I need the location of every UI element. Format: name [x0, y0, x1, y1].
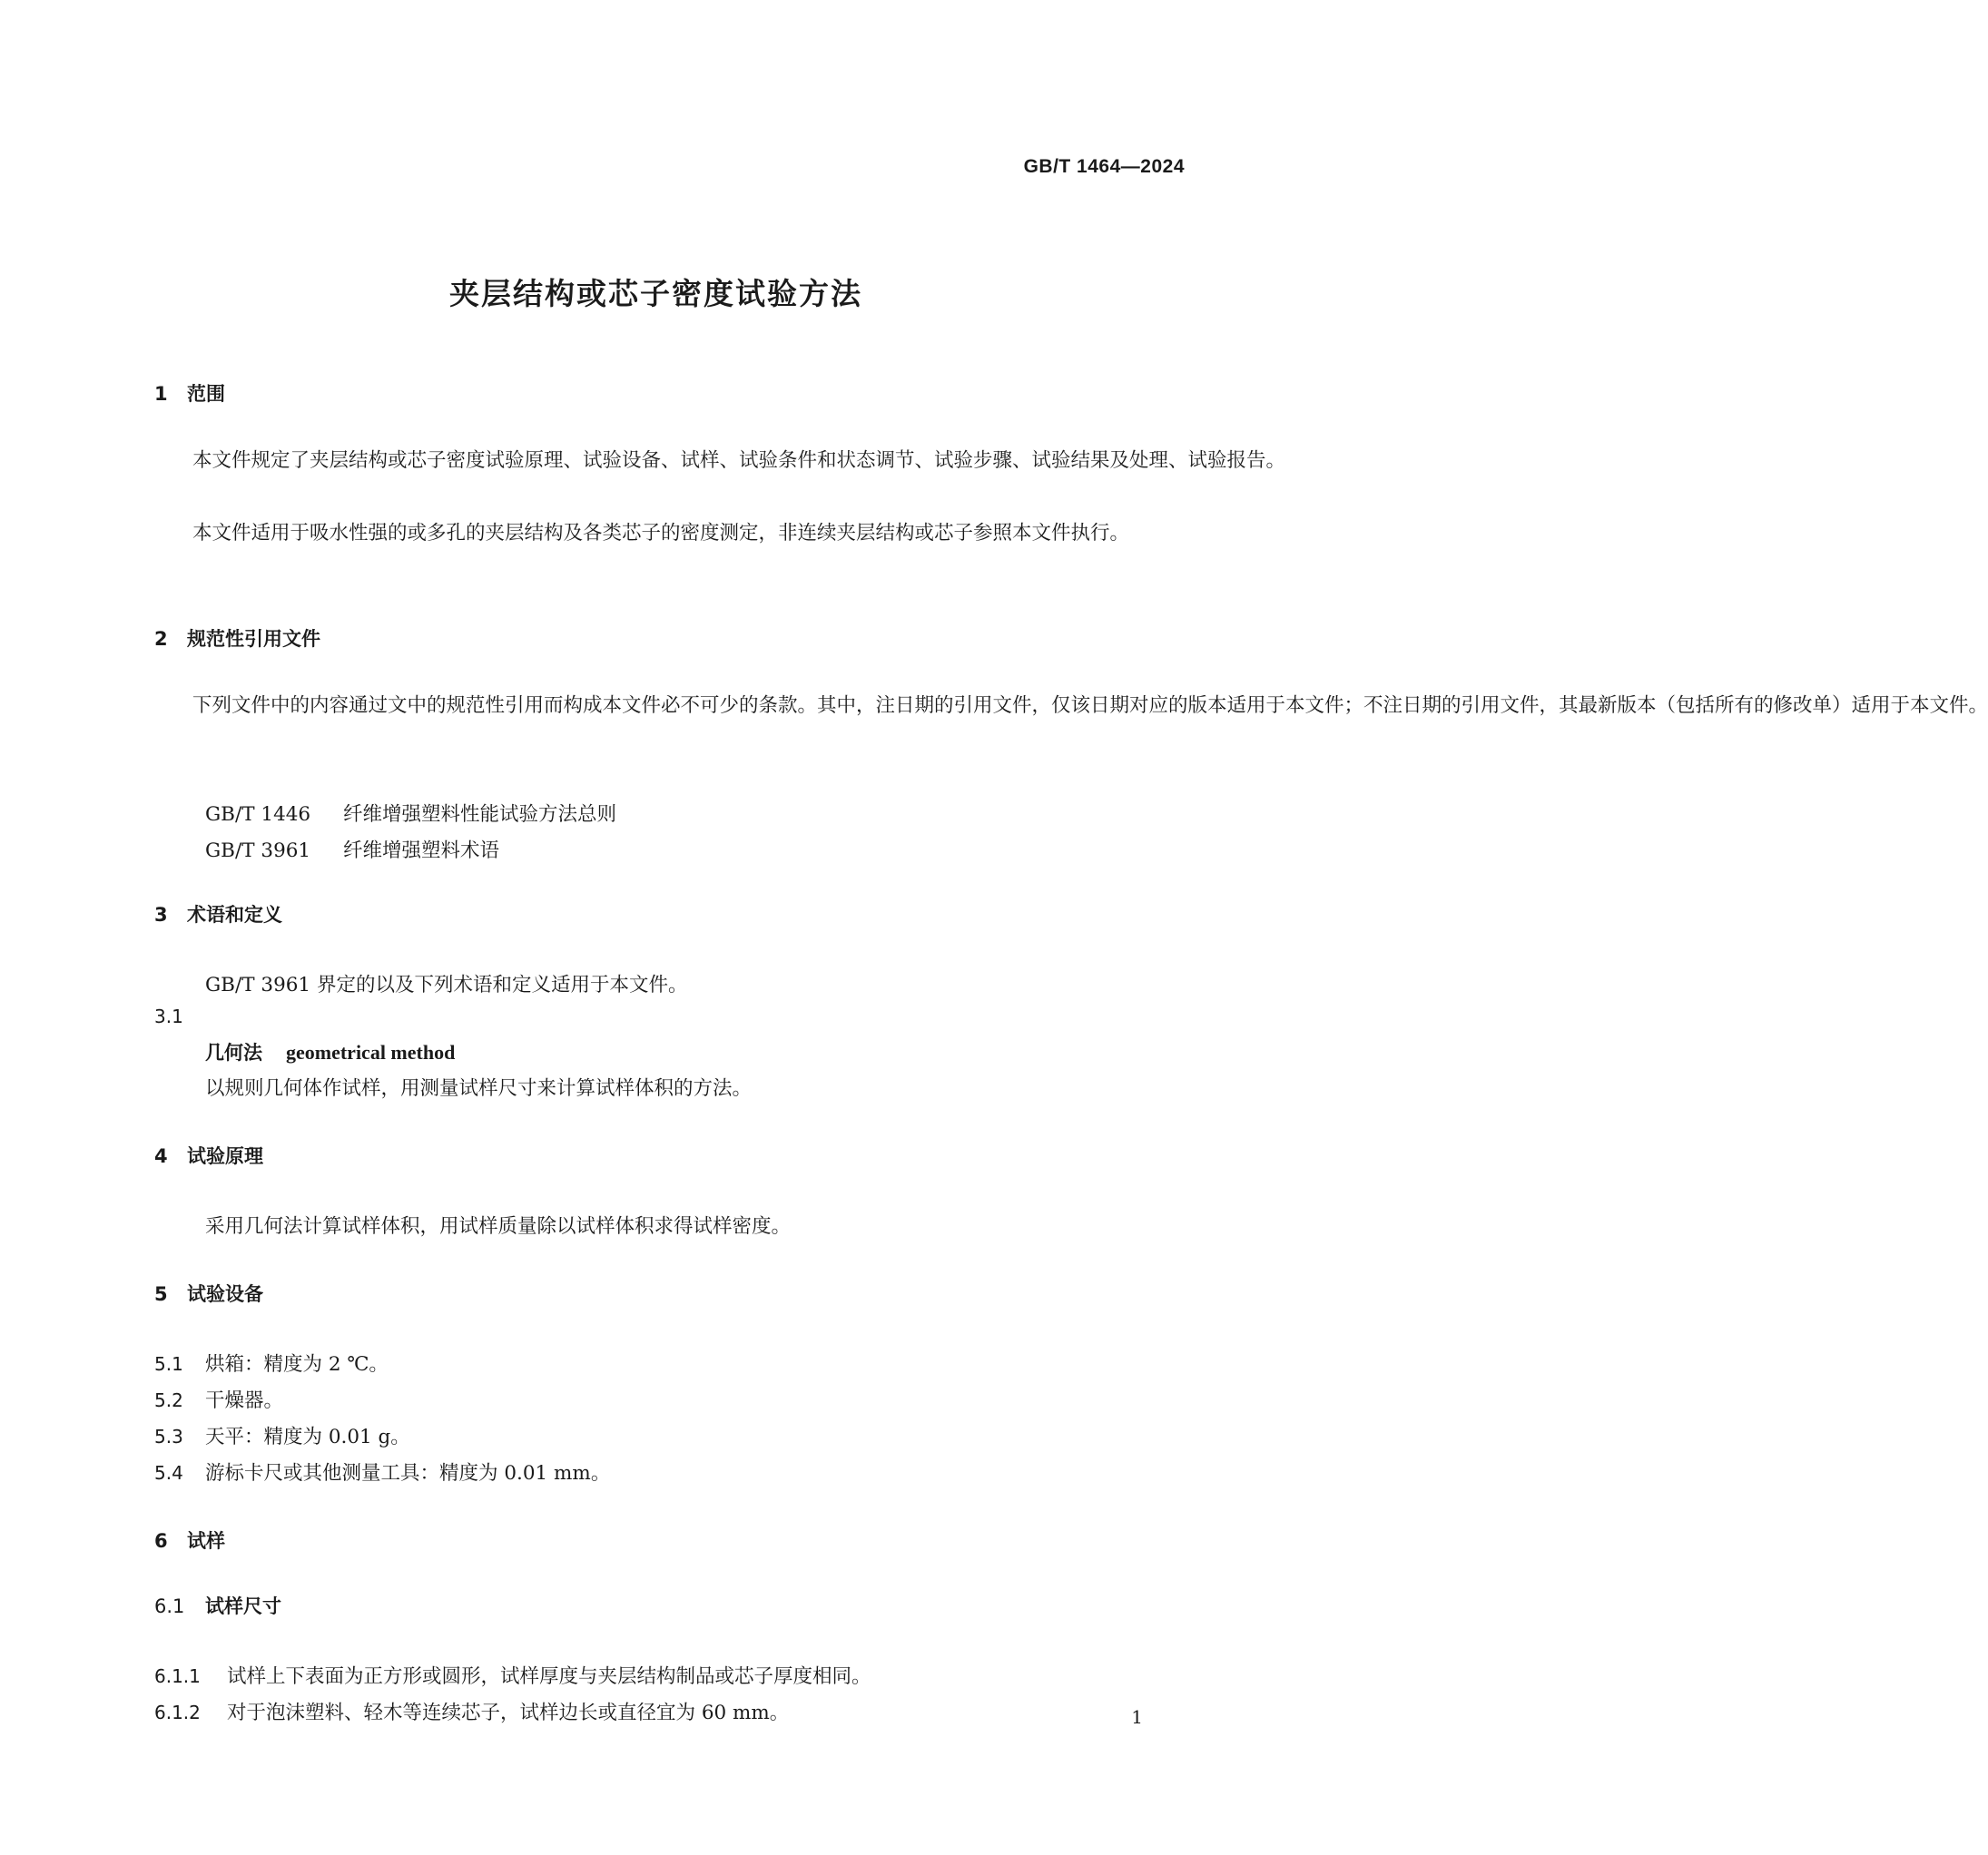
term-chinese: 几何法 [205, 1042, 262, 1064]
item-text: 试样上下表面为正方形或圆形，试样厚度与夹层结构制品或芯子厚度相同。 [227, 1665, 871, 1688]
item-text: 对于泡沫塑料、轻木等连续芯子，试样边长或直径宜为 60 mm。 [227, 1702, 790, 1724]
section-6-heading [154, 1526, 225, 1554]
item-number: 5.4 [154, 1462, 183, 1484]
item-text: 天平：精度为 0.01 g。 [205, 1426, 410, 1448]
section-1-heading [154, 379, 225, 407]
section-title: 试验原理 [187, 1145, 263, 1167]
item-number: 5.3 [154, 1426, 183, 1448]
section-title: 术语和定义 [187, 904, 282, 926]
specimen-item [154, 1697, 789, 1725]
section-3-paragraph-1: GB/T 3961 界定的以及下列术语和定义适用于本文件。 [205, 974, 688, 996]
section-1-paragraph-1: 本文件规定了夹层结构或芯子密度试验原理、试验设备、试样、试验条件和状态调节、试验步骤、试验结果及处理、试验报告。 [192, 449, 1286, 472]
item-number: 6.1.1 [154, 1665, 201, 1687]
reference-title: 纤维增强塑料性能试验方法总则 [343, 803, 617, 826]
section-number: 5 [154, 1283, 168, 1305]
item-text: 游标卡尺或其他测量工具：精度为 0.01 mm。 [205, 1462, 611, 1485]
section-4-paragraph-1: 采用几何法计算试样体积，用试样质量除以试样体积求得试样密度。 [205, 1215, 792, 1238]
section-4-heading [154, 1142, 263, 1169]
section-title: 范围 [187, 383, 225, 405]
section-2-paragraph-1: 下列文件中的内容通过文中的规范性引用而构成本文件必不可少的条款。其中，注日期的引用文件，仅该日期对应的版本适用于本文件；不注日期的引用文件，其最新版本（包括所有的修改单）适用于本文件。 [192, 694, 1988, 717]
equipment-item [154, 1385, 283, 1413]
document-title: 夹层结构或芯子密度试验方法 [449, 276, 862, 311]
specimen-item [154, 1661, 871, 1689]
page-number: 1 [1131, 1706, 1143, 1728]
standard-number: GB/T 1464—2024 [1023, 156, 1185, 177]
reference-item [205, 835, 499, 863]
item-number: 5.2 [154, 1389, 183, 1411]
item-number: 5.1 [154, 1353, 183, 1375]
item-text: 干燥器。 [205, 1389, 284, 1412]
section-number: 3 [154, 904, 168, 926]
term-english: geometrical method [286, 1041, 456, 1064]
subsection-number: 6.1 [154, 1595, 185, 1617]
section-3-heading [154, 900, 282, 928]
equipment-item [154, 1458, 610, 1486]
section-5-heading [154, 1280, 263, 1307]
section-number: 2 [154, 628, 168, 650]
reference-item [205, 799, 616, 827]
section-number: 6 [154, 1530, 168, 1552]
section-title: 规范性引用文件 [187, 628, 320, 650]
section-number: 4 [154, 1145, 168, 1167]
section-number: 1 [154, 383, 168, 405]
section-title: 试验设备 [187, 1283, 263, 1305]
equipment-item [154, 1349, 389, 1377]
reference-title: 纤维增强塑料术语 [343, 839, 500, 862]
section-1-paragraph-2: 本文件适用于吸水性强的或多孔的夹层结构及各类芯子的密度测定，非连续夹层结构或芯子参照本文件执行。 [192, 522, 1130, 545]
term-definition: 以规则几何体作试样，用测量试样尺寸来计算试样体积的方法。 [205, 1077, 753, 1100]
subsection-title: 试样尺寸 [205, 1595, 281, 1617]
subsection-6-1-heading [154, 1592, 281, 1619]
term-heading [205, 1038, 455, 1065]
reference-code: GB/T 3961 [205, 839, 311, 862]
section-2-heading [154, 624, 320, 652]
item-number: 6.1.2 [154, 1702, 201, 1723]
equipment-item [154, 1421, 410, 1449]
reference-code: GB/T 1446 [205, 803, 311, 826]
item-text: 烘箱：精度为 2 ℃。 [205, 1353, 389, 1376]
term-number: 3.1 [154, 1006, 183, 1027]
section-title: 试样 [187, 1530, 225, 1552]
